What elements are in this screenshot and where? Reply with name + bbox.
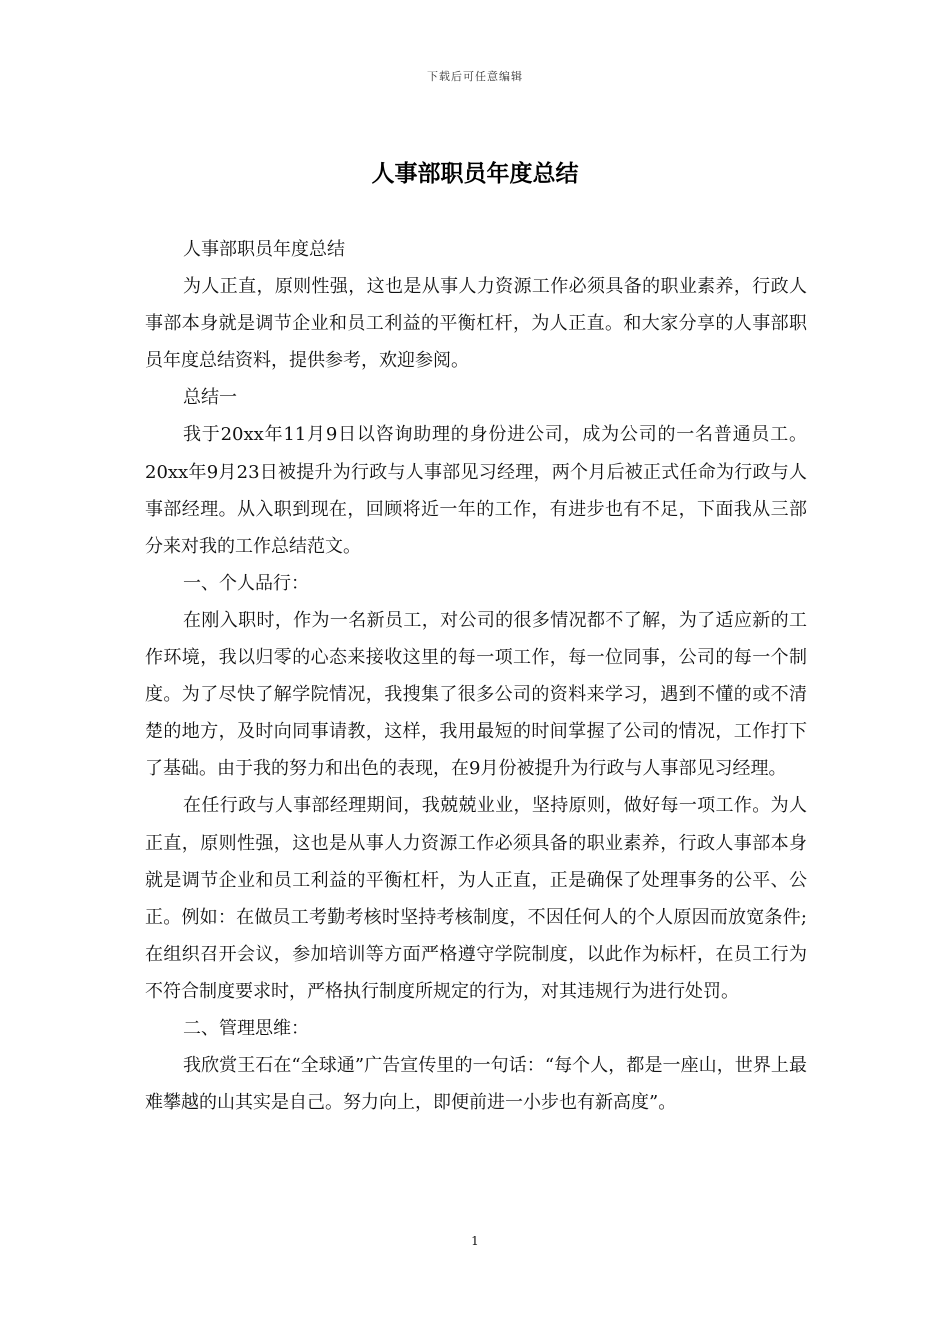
page-number: 1 bbox=[471, 1234, 479, 1248]
paragraph-career-history: 我于20xx年11月9日以咨询助理的身份进公司，成为公司的一名普通员工。20xx年9月23日被提升为行政与人事部见习经理，两个月后被正式任命为行政与人事部经理。从入职到现在，回顾将近一年的工作，有进步也有不足，下面我从三部分来对我的工作总结范文。 bbox=[145, 424, 807, 557]
section-heading-management-thinking: 二、管理思维： bbox=[183, 1017, 309, 1039]
paragraph-onboarding: 在刚入职时，作为一名新员工，对公司的很多情况都不了解，为了适应新的工作环境，我以归零的心态来接收这里的每一项工作，每一位同事，公司的每一个制度。为了尽快了解学院情况，我搜集了很多公司的资料来学习，遇到不懂的或不清楚的地方，及时向同事请教，这样，我用最短的时间掌握了公司的情况，工作打下了基础。由于我的努力和出色的表现，在9月份被提升为行政与人事部见习经理。 bbox=[145, 609, 807, 780]
paragraph-subtitle: 人事部职员年度总结 bbox=[183, 239, 345, 260]
paragraph-quote: 我欣赏王石在“全球通”广告宣传里的一句话：“每个人，都是一座山，世界上最难攀越的山其实是自己。努力向上，即便前进一小步也有新高度”。 bbox=[145, 1055, 807, 1114]
paragraph-intro: 为人正直，原则性强，这也是从事人力资源工作必须具备的职业素养，行政人事部本身就是调节企业和员工利益的平衡杠杆，为人正直。和大家分享的人事部职员年度总结资料，提供参考，欢迎参阅。 bbox=[145, 276, 807, 372]
header-note: 下载后可任意编辑 bbox=[427, 70, 523, 83]
document-body bbox=[145, 231, 807, 1121]
section-heading-summary-one: 总结一 bbox=[183, 387, 237, 409]
paragraph-manager-duties: 在任行政与人事部经理期间，我兢兢业业，坚持原则，做好每一项工作。为人正直，原则性强，这也是从事人力资源工作必须具备的职业素养，行政人事部本身就是调节企业和员工利益的平衡杠杆，为人正直，正是确保了处理事务的公平、公正。例如：在做员工考勤考核时坚持考核制度，不因任何人的个人原因而放宽条件;在组织召开会议，参加培训等方面严格遵守学院制度，以此作为标杆，在员工行为不符合制度要求时，严格执行制度所规定的行为，对其违规行为进行处罚。 bbox=[145, 795, 807, 1002]
document-title: 人事部职员年度总结 bbox=[371, 160, 579, 187]
section-heading-personal-conduct: 一、个人品行： bbox=[183, 572, 309, 594]
